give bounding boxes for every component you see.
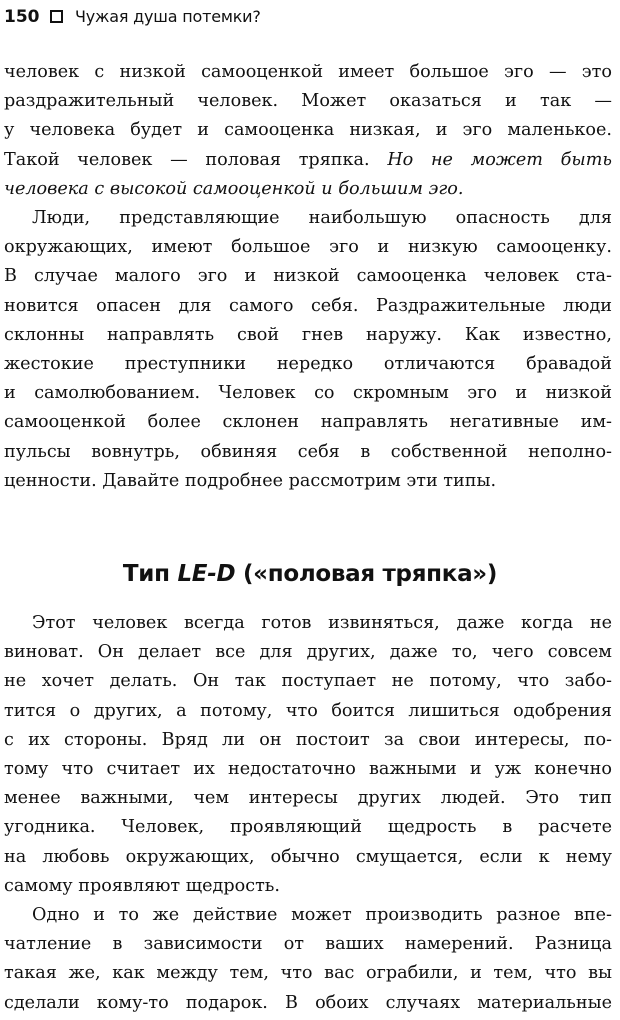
text-line: такая же, как между тем, что вас ограбили, и тем, что вы: [4, 963, 612, 984]
text-line: менее важными, чем интересы других людей. Это тип: [4, 788, 612, 809]
text-line: ценности. Давайте подробнее рассмотрим эти типы.: [4, 470, 497, 491]
text-line: Люди, представляющие наибольшую опасность для: [32, 208, 612, 229]
text-line: виноват. Он делает все для других, даже то, чего совсем: [4, 642, 612, 663]
text-line: угодника. Человек, проявляющий щедрость в расчете: [4, 817, 612, 838]
text-line: сделали кому-то подарок. В обоих случаях материальные: [4, 992, 612, 1013]
paragraph-4: [4, 901, 612, 1018]
running-title: Чужая душа потемки?: [75, 7, 261, 26]
italic-run: Но не может быть: [387, 149, 612, 170]
heading-prefix: Тип: [122, 561, 178, 587]
text-line: самому проявляют щедрость.: [4, 875, 280, 896]
heading-code: LE-D: [177, 561, 236, 587]
section-heading: [0, 557, 620, 591]
paragraph-2: [4, 204, 612, 496]
text-line: Одно и то же действие может производить разное впе-: [32, 905, 612, 926]
text-line: человека с высокой самооценкой и большим эго.: [4, 178, 464, 199]
text-line: тому что считает их недостаточно важными и уж конечно: [4, 759, 612, 780]
text-line: тится о других, а потому, что боится лишиться одобрения: [4, 700, 612, 721]
text-line: на любовь окружающих, обычно смущается, если к нему: [4, 846, 612, 867]
text-line: окружающих, имеют большое эго и низкую самооценку.: [4, 237, 612, 258]
text-line: склонны направлять свой гнев наружу. Как известно,: [4, 324, 612, 345]
page-body-top: [4, 58, 612, 496]
text-line: пульсы вовнутрь, обвиняя себя в собственной неполно-: [4, 441, 612, 462]
text-line: и самолюбованием. Человек со скромным эго и низкой: [4, 383, 612, 404]
text-line: самооценкой более склонен направлять негативные им-: [4, 412, 612, 433]
text-line: раздражительный человек. Может оказаться и так —: [4, 91, 612, 112]
text-line: человек с низкой самооценкой имеет большое эго — это: [4, 62, 612, 82]
paragraph-3: [4, 609, 612, 901]
text-line: с их стороны. Вряд ли он постоит за свои интересы, по-: [4, 729, 612, 750]
text-line: новится опасен для самого себя. Раздражительные люди: [4, 295, 612, 316]
text-line: не хочет делать. Он так поступает не потому, что забо-: [4, 671, 612, 692]
page-number: 150: [4, 7, 40, 27]
paragraph-1: [4, 58, 612, 204]
text-line: Этот человек всегда готов извиняться, даже когда не: [32, 613, 612, 633]
text-line: В случае малого эго и низкой самооценка человек ста-: [4, 266, 612, 287]
checkbox-square-icon: [50, 10, 63, 23]
text-line: чатление в зависимости от ваших намерений. Разница: [4, 934, 612, 955]
text-line: у человека будет и самооценка низкая, и эго маленькое.: [4, 120, 612, 141]
text-line: жестокие преступники нередко отличаются бравадой: [4, 354, 612, 375]
page-body-bottom: [4, 609, 612, 1018]
heading-suffix: («половая тряпка»): [235, 561, 498, 587]
text-run: Такой человек — половая тряпка.: [4, 149, 388, 170]
text-line: [4, 146, 612, 175]
page-header: [4, 6, 616, 34]
